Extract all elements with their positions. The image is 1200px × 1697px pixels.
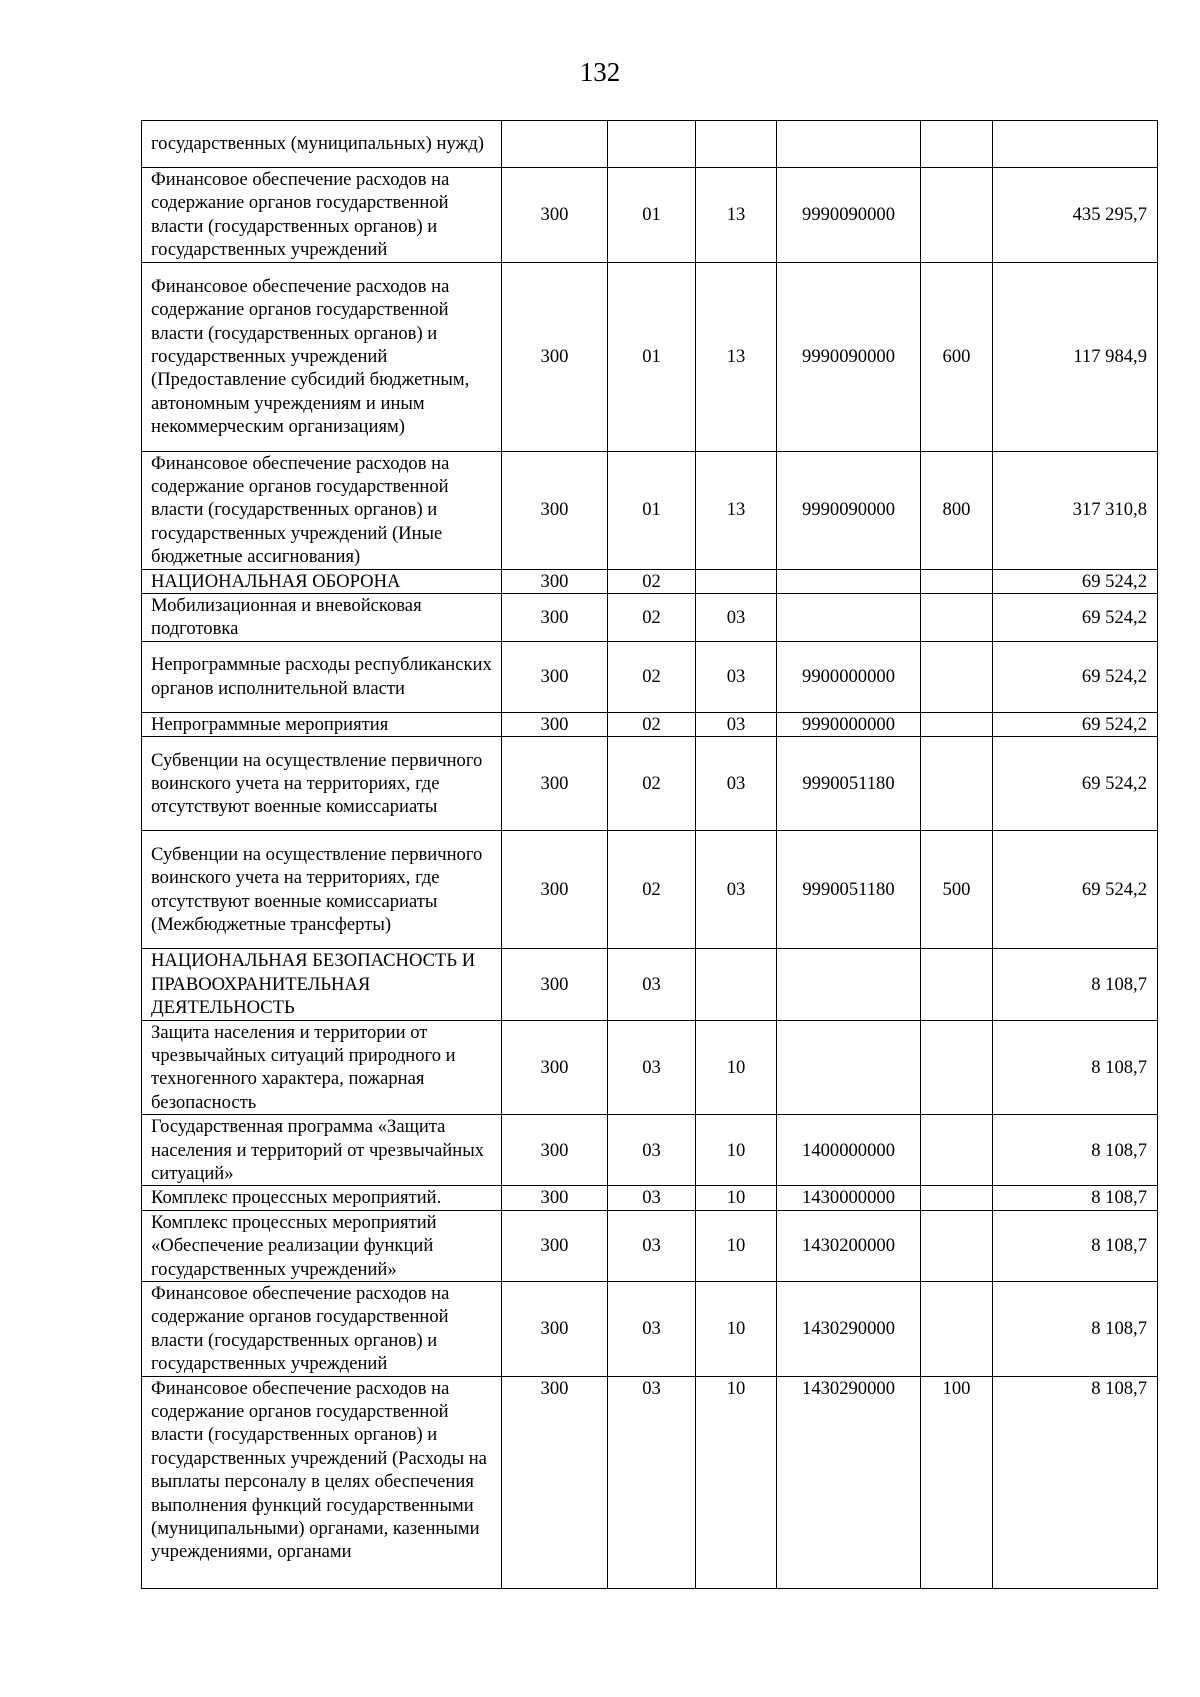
row-name: Комплекс процессных мероприятий. <box>142 1186 502 1210</box>
row-rz: 02 <box>608 594 696 642</box>
row-rz: 03 <box>608 1186 696 1210</box>
row-rz: 03 <box>608 1376 696 1588</box>
row-rz: 02 <box>608 641 696 712</box>
row-sum: 69 524,2 <box>993 569 1158 593</box>
row-pr: 03 <box>696 737 777 831</box>
row-csr <box>777 1020 921 1115</box>
row-pr: 03 <box>696 594 777 642</box>
row-vr: 100 <box>921 1376 993 1588</box>
row-pr: 13 <box>696 262 777 451</box>
row-csr <box>777 569 921 593</box>
row-csr: 1430290000 <box>777 1281 921 1376</box>
row-csr: 9990000000 <box>777 712 921 736</box>
row-name: Финансовое обеспечение расходов на содержание органов государственной власти (государственных органов) и государственных учреждений <box>142 168 502 263</box>
row-name: Финансовое обеспечение расходов на содержание органов государственной власти (государственных органов) и государственных учреждений (Иные бюджетные ассигнования) <box>142 451 502 569</box>
table-row <box>142 1376 1158 1588</box>
row-vr <box>921 121 993 168</box>
table-row <box>142 641 1158 712</box>
row-csr: 9990051180 <box>777 737 921 831</box>
row-vr <box>921 1281 993 1376</box>
table-row <box>142 1186 1158 1210</box>
row-name: государственных (муниципальных) нужд) <box>142 121 502 168</box>
row-adm: 300 <box>502 1376 608 1588</box>
row-name: Финансовое обеспечение расходов на содержание органов государственной власти (государственных органов) и государственных учреждений (Расходы на выплаты персоналу в целях обеспечения выполнения функций государственными (муниципальными) органами, казенными учреждениями, органами <box>142 1376 502 1588</box>
row-pr <box>696 949 777 1020</box>
table-row <box>142 1115 1158 1186</box>
row-vr <box>921 949 993 1020</box>
row-name: Финансовое обеспечение расходов на содержание органов государственной власти (государственных органов) и государственных учреждений (Предоставление субсидий бюджетным, автономным учреждениям и иным некоммерческим организациям) <box>142 262 502 451</box>
row-csr: 1430200000 <box>777 1210 921 1281</box>
row-sum: 69 524,2 <box>993 831 1158 949</box>
row-adm: 300 <box>502 451 608 569</box>
row-csr: 9990090000 <box>777 168 921 263</box>
row-pr: 10 <box>696 1281 777 1376</box>
row-pr <box>696 569 777 593</box>
row-rz: 03 <box>608 1281 696 1376</box>
row-name: Субвенции на осуществление первичного воинского учета на территориях, где отсутствуют военные комиссариаты (Межбюджетные трансферты) <box>142 831 502 949</box>
row-rz: 03 <box>608 1210 696 1281</box>
table-row <box>142 1281 1158 1376</box>
row-rz: 01 <box>608 451 696 569</box>
row-adm: 300 <box>502 1210 608 1281</box>
row-name: Государственная программа «Защита населения и территорий от чрезвычайных ситуаций» <box>142 1115 502 1186</box>
row-sum: 8 108,7 <box>993 949 1158 1020</box>
row-rz: 03 <box>608 1115 696 1186</box>
row-adm: 300 <box>502 594 608 642</box>
row-csr: 1430290000 <box>777 1376 921 1588</box>
row-rz: 02 <box>608 712 696 736</box>
row-csr: 9990051180 <box>777 831 921 949</box>
row-rz: 01 <box>608 262 696 451</box>
row-csr: 9990090000 <box>777 262 921 451</box>
row-adm: 300 <box>502 712 608 736</box>
row-adm: 300 <box>502 1186 608 1210</box>
row-rz: 03 <box>608 949 696 1020</box>
row-adm: 300 <box>502 262 608 451</box>
row-name: Субвенции на осуществление первичного воинского учета на территориях, где отсутствуют военные комиссариаты <box>142 737 502 831</box>
row-vr <box>921 168 993 263</box>
row-sum: 8 108,7 <box>993 1020 1158 1115</box>
table-row <box>142 451 1158 569</box>
row-csr: 9990090000 <box>777 451 921 569</box>
row-csr: 9900000000 <box>777 641 921 712</box>
row-pr: 03 <box>696 641 777 712</box>
row-csr <box>777 121 921 168</box>
row-name: Непрограммные расходы республиканских органов исполнительной власти <box>142 641 502 712</box>
row-name: Защита населения и территории от чрезвычайных ситуаций природного и техногенного характера, пожарная безопасность <box>142 1020 502 1115</box>
row-adm: 300 <box>502 569 608 593</box>
row-adm: 300 <box>502 641 608 712</box>
row-adm: 300 <box>502 949 608 1020</box>
page-number: 132 <box>579 57 621 87</box>
row-csr: 1430000000 <box>777 1186 921 1210</box>
row-adm: 300 <box>502 831 608 949</box>
row-name: НАЦИОНАЛЬНАЯ БЕЗОПАСНОСТЬ И ПРАВООХРАНИТЕЛЬНАЯ ДЕЯТЕЛЬНОСТЬ <box>142 949 502 1020</box>
row-adm: 300 <box>502 1281 608 1376</box>
row-sum: 8 108,7 <box>993 1376 1158 1588</box>
row-pr: 10 <box>696 1115 777 1186</box>
row-vr: 800 <box>921 451 993 569</box>
row-pr: 03 <box>696 831 777 949</box>
table-row <box>142 712 1158 736</box>
table-row <box>142 262 1158 451</box>
table-row <box>142 1210 1158 1281</box>
table-row <box>142 737 1158 831</box>
row-pr <box>696 121 777 168</box>
row-sum: 69 524,2 <box>993 712 1158 736</box>
row-pr: 10 <box>696 1210 777 1281</box>
row-pr: 10 <box>696 1020 777 1115</box>
row-rz <box>608 121 696 168</box>
table-row <box>142 1020 1158 1115</box>
row-pr: 10 <box>696 1186 777 1210</box>
row-name: Финансовое обеспечение расходов на содержание органов государственной власти (государственных органов) и государственных учреждений <box>142 1281 502 1376</box>
row-vr: 500 <box>921 831 993 949</box>
row-pr: 13 <box>696 168 777 263</box>
row-sum: 8 108,7 <box>993 1210 1158 1281</box>
row-vr <box>921 737 993 831</box>
row-rz: 02 <box>608 569 696 593</box>
table-row <box>142 949 1158 1020</box>
row-vr <box>921 712 993 736</box>
row-sum: 8 108,7 <box>993 1186 1158 1210</box>
row-sum: 69 524,2 <box>993 737 1158 831</box>
row-sum: 317 310,8 <box>993 451 1158 569</box>
row-name: Комплекс процессных мероприятий «Обеспечение реализации функций государственных учреждений» <box>142 1210 502 1281</box>
table-row <box>142 569 1158 593</box>
row-vr <box>921 569 993 593</box>
row-vr <box>921 594 993 642</box>
table-row <box>142 168 1158 263</box>
row-rz: 02 <box>608 831 696 949</box>
table-row <box>142 121 1158 168</box>
row-vr <box>921 1186 993 1210</box>
row-vr <box>921 1020 993 1115</box>
row-sum: 69 524,2 <box>993 641 1158 712</box>
row-rz: 02 <box>608 737 696 831</box>
row-csr <box>777 594 921 642</box>
budget-table-body <box>142 121 1158 1589</box>
row-sum: 8 108,7 <box>993 1281 1158 1376</box>
row-name: Мобилизационная и вневойсковая подготовка <box>142 594 502 642</box>
row-sum: 8 108,7 <box>993 1115 1158 1186</box>
row-vr <box>921 1115 993 1186</box>
row-rz: 01 <box>608 168 696 263</box>
row-pr: 13 <box>696 451 777 569</box>
row-pr: 10 <box>696 1376 777 1588</box>
row-adm: 300 <box>502 168 608 263</box>
row-csr: 1400000000 <box>777 1115 921 1186</box>
row-adm: 300 <box>502 737 608 831</box>
row-rz: 03 <box>608 1020 696 1115</box>
row-vr <box>921 1210 993 1281</box>
budget-table <box>141 120 1158 1589</box>
row-pr: 03 <box>696 712 777 736</box>
row-adm: 300 <box>502 1020 608 1115</box>
row-name: НАЦИОНАЛЬНАЯ ОБОРОНА <box>142 569 502 593</box>
row-vr <box>921 641 993 712</box>
row-sum: 117 984,9 <box>993 262 1158 451</box>
row-sum: 435 295,7 <box>993 168 1158 263</box>
row-name: Непрограммные мероприятия <box>142 712 502 736</box>
table-row <box>142 594 1158 642</box>
row-vr: 600 <box>921 262 993 451</box>
row-adm <box>502 121 608 168</box>
table-row <box>142 831 1158 949</box>
row-csr <box>777 949 921 1020</box>
row-sum: 69 524,2 <box>993 594 1158 642</box>
row-adm: 300 <box>502 1115 608 1186</box>
row-sum <box>993 121 1158 168</box>
